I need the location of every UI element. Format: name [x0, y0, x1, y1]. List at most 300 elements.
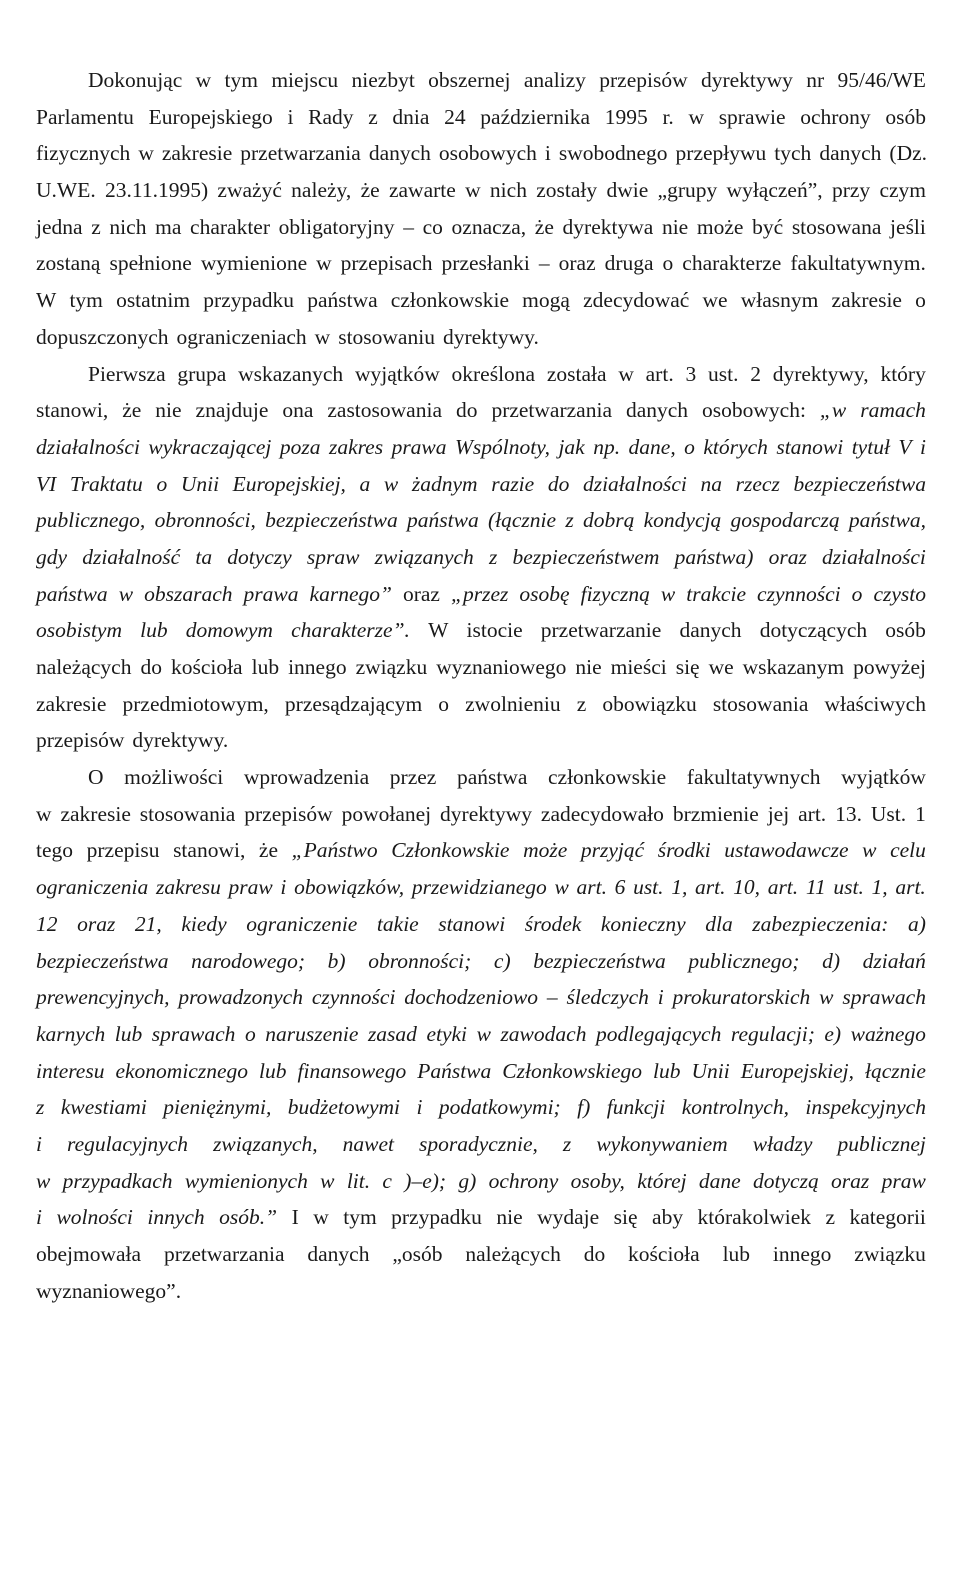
word: oraz	[77, 911, 116, 936]
text-line	[36, 1273, 926, 1310]
word: dla	[705, 911, 733, 936]
word: Parlamentu	[36, 104, 134, 129]
word: lit.	[346, 1168, 371, 1193]
paragraph	[36, 62, 926, 356]
word: finansowego	[297, 1058, 407, 1083]
word: dyrektywy	[440, 801, 532, 826]
word: innego	[772, 1242, 832, 1266]
word: interesu	[36, 1058, 105, 1083]
word: karnego”	[309, 581, 392, 606]
word: ważnego	[850, 1021, 926, 1046]
word: zwolnieniu	[465, 691, 561, 716]
word: kategorii	[849, 1205, 926, 1230]
word: możliwości	[124, 765, 224, 790]
word: danych	[368, 141, 431, 166]
word: –	[546, 985, 558, 1010]
word: wyjątków	[841, 765, 926, 790]
word: w	[118, 581, 134, 606]
word: przyjąć	[580, 838, 645, 863]
text-line	[36, 943, 926, 980]
word: dotyczących	[759, 618, 868, 643]
text-line	[36, 612, 926, 649]
word: art.	[695, 875, 726, 900]
word: w	[476, 1021, 491, 1046]
word: związanych,	[213, 1131, 318, 1156]
word: fakultatywnym.	[790, 251, 926, 276]
word: 24	[444, 104, 466, 129]
text-line	[36, 1053, 926, 1090]
word: Członkowskiego	[502, 1058, 643, 1083]
word: 11	[805, 875, 826, 900]
word: fizycznych	[36, 141, 131, 166]
word: kwestiami	[60, 1095, 147, 1120]
word: działalności	[582, 471, 687, 496]
text-line	[36, 1199, 926, 1236]
word: może	[696, 214, 744, 239]
word: dyrektywy.	[442, 324, 539, 349]
word: o	[156, 471, 168, 496]
word: z	[91, 214, 101, 239]
word: w	[618, 361, 634, 386]
word: dotyczą	[753, 1168, 819, 1193]
word: grupa	[177, 361, 227, 386]
word: domowym	[185, 618, 273, 643]
word: dochodzeniowo	[404, 985, 539, 1010]
word: przepisów	[36, 728, 125, 753]
word: nie	[575, 655, 602, 679]
word: państwa	[456, 765, 528, 790]
word: tych	[774, 141, 812, 166]
text-line	[36, 649, 926, 686]
word: zawodach	[500, 1021, 587, 1046]
word: „Państwo	[291, 838, 378, 863]
word: w	[314, 324, 331, 349]
word: wskazanym	[742, 655, 845, 679]
word: i	[36, 1131, 42, 1156]
text-line	[36, 356, 926, 393]
word: 21,	[134, 911, 162, 936]
word: dyrektywa	[562, 214, 654, 239]
word: niezbyt	[351, 68, 415, 92]
word: V	[898, 434, 912, 459]
word: powołanej	[341, 801, 432, 826]
word: bezpieczeństwa	[533, 948, 666, 973]
word: zadecydowało	[540, 801, 664, 826]
word: ta	[195, 544, 213, 569]
word: razie	[491, 471, 535, 496]
word: zawarte	[388, 178, 456, 203]
word: I	[291, 1205, 299, 1230]
word: związku	[355, 655, 428, 679]
word: art.	[645, 361, 674, 386]
word: dane	[698, 1168, 741, 1193]
word: spraw	[306, 544, 360, 569]
word: dobrą	[582, 508, 635, 533]
word: w	[36, 1168, 51, 1193]
word: obronności,	[154, 508, 256, 533]
word: przypadku	[203, 288, 295, 313]
word: naruszenie	[265, 1021, 359, 1046]
word: W	[428, 618, 449, 643]
word: przepisów	[599, 68, 688, 92]
word: się	[613, 1205, 638, 1230]
word: w	[195, 68, 212, 92]
word: analizy	[523, 68, 586, 92]
word: działań	[862, 948, 926, 973]
word: jeśli	[890, 214, 926, 239]
word: prawa	[243, 581, 299, 606]
word: do	[455, 398, 478, 423]
word: tego	[36, 838, 74, 863]
word: wykonywaniem	[596, 1131, 728, 1156]
word: i	[920, 434, 926, 459]
word: którakolwiek	[697, 1205, 811, 1230]
word: że	[122, 398, 142, 423]
word: władzy	[752, 1131, 813, 1156]
word: 2	[750, 361, 761, 386]
text-line	[36, 319, 926, 356]
word: nr	[806, 68, 825, 92]
word: lub	[251, 655, 280, 679]
word: karnych	[36, 1021, 106, 1046]
word: budżetowymi	[287, 1095, 401, 1120]
word: zakresie	[36, 691, 107, 716]
word: ochrony	[800, 104, 871, 129]
word: sprawach	[842, 985, 926, 1010]
word: Europejskiej,	[232, 471, 346, 496]
word: w	[554, 875, 569, 900]
word: aby	[652, 1205, 684, 1230]
word: być	[752, 214, 784, 239]
word: zastosowania	[327, 398, 442, 423]
word: działalność	[82, 544, 181, 569]
word: 6	[614, 875, 626, 900]
word: rzecz	[735, 471, 780, 496]
text-line	[36, 502, 926, 539]
word: w	[138, 141, 154, 166]
word: działalności	[36, 434, 140, 459]
word: i	[280, 875, 287, 900]
word: bezpieczeństwa	[793, 471, 926, 496]
word: ograniczenie	[246, 911, 358, 936]
word: dane,	[628, 434, 676, 459]
word: c)	[493, 948, 511, 973]
word: 1995	[604, 104, 648, 129]
word: tytuł	[851, 434, 890, 459]
word: miejscu	[271, 68, 339, 92]
word: i	[544, 141, 551, 166]
word: o	[438, 691, 450, 716]
word: fakultatywnych	[686, 765, 821, 790]
word: ramach	[860, 398, 926, 423]
text-line	[36, 245, 926, 282]
word: ona	[282, 398, 314, 423]
word: danych	[307, 1242, 370, 1266]
word: konieczny	[600, 911, 686, 936]
text-line	[36, 722, 926, 759]
word: stosowania	[139, 801, 236, 826]
word: w	[862, 838, 877, 863]
text-line	[36, 172, 926, 209]
text-line	[36, 1163, 926, 1200]
word: przypadku	[391, 1205, 482, 1230]
document-page	[36, 62, 926, 1309]
word: art.	[895, 875, 926, 900]
word: wskazanych	[238, 361, 344, 386]
word: inspekcyjnych	[805, 1095, 926, 1120]
word: właściwych	[824, 691, 926, 716]
word: charakterze	[682, 251, 782, 276]
word: art.	[767, 875, 799, 900]
word: przewidzianego	[411, 875, 547, 900]
word: publicznej	[837, 1131, 926, 1156]
text-line	[36, 466, 926, 503]
word: f)	[577, 1095, 591, 1120]
text-line	[36, 429, 926, 466]
word: a)	[908, 911, 926, 936]
word: nawet	[342, 1131, 394, 1156]
word: śledczych	[566, 985, 649, 1010]
word: stanowi	[776, 434, 844, 459]
word: art.	[798, 801, 827, 826]
word: których	[703, 434, 768, 459]
word: na	[700, 471, 722, 496]
word: brzmienie	[672, 801, 759, 826]
word: z	[562, 1131, 572, 1156]
word: Traktatu	[69, 471, 143, 496]
text-line	[36, 906, 926, 943]
word: podlegających	[595, 1021, 722, 1046]
word: art.	[576, 875, 607, 900]
word: g)	[458, 1168, 477, 1193]
word: członkowskie	[547, 765, 667, 790]
word: o	[684, 434, 695, 459]
word: przepisów	[244, 801, 333, 826]
word: stosowaniu	[338, 324, 435, 349]
word: tym	[224, 68, 258, 92]
word: w	[660, 581, 676, 606]
word: zostały	[536, 178, 598, 203]
word: została	[546, 361, 607, 386]
word: obszarach	[144, 581, 233, 606]
word: własnym	[740, 288, 819, 313]
word: czym	[879, 178, 926, 203]
word: innego	[288, 655, 347, 679]
word: oznacza,	[451, 214, 527, 239]
text-line	[36, 99, 926, 136]
word: do	[547, 471, 570, 496]
word: Państwa	[417, 1058, 492, 1083]
word: dotyczy	[227, 544, 292, 569]
word: danych	[625, 398, 689, 423]
word: się	[675, 655, 700, 679]
text-line	[36, 869, 926, 906]
word: 23.11.1995)	[105, 178, 209, 203]
word: kontrolnych,	[681, 1095, 789, 1120]
word: dyrektywy.	[132, 728, 229, 753]
text-line	[36, 1236, 926, 1273]
word: osób	[885, 104, 926, 129]
word: przypadkach	[62, 1168, 173, 1193]
word: środek	[524, 911, 582, 936]
word: bezpieczeństwa	[265, 508, 398, 533]
word: znajduje	[195, 398, 269, 423]
word: przetwarzania	[491, 398, 612, 423]
word: W	[36, 288, 57, 313]
text-line	[36, 686, 926, 723]
word: O	[88, 765, 104, 790]
word: państwa,	[848, 508, 926, 533]
word: osób.”	[219, 1205, 278, 1230]
word: funkcji	[606, 1095, 666, 1120]
word: Ust.	[870, 801, 907, 826]
word: członkowskie	[390, 288, 510, 313]
word: w	[688, 104, 705, 129]
word: osobowych:	[702, 398, 806, 423]
word: wykraczającej	[148, 434, 272, 459]
word: np.	[593, 434, 621, 459]
text-line	[36, 282, 926, 319]
word: zakresie	[161, 141, 233, 166]
word: środki	[657, 838, 711, 863]
word: podatkowymi;	[438, 1095, 561, 1120]
word: i	[287, 104, 294, 129]
word: ust.	[707, 361, 739, 386]
word: państwa)	[674, 544, 754, 569]
word: czynności	[757, 581, 841, 606]
word: obszernej	[428, 68, 511, 92]
word: poza	[279, 434, 321, 459]
word: prowadzonych	[178, 985, 303, 1010]
word: danych	[679, 618, 742, 643]
text-line	[36, 539, 926, 576]
word: do	[583, 1242, 606, 1266]
word: trakcie	[686, 581, 746, 606]
word: wyjątków	[354, 361, 440, 386]
word: o	[662, 251, 674, 276]
word: ograniczeniach	[176, 324, 307, 349]
word: nie	[661, 214, 689, 239]
word: osobistym	[36, 618, 122, 643]
word: czysto	[873, 581, 926, 606]
word: innych	[147, 1205, 205, 1230]
text-line	[36, 62, 926, 99]
word: przepisach	[340, 251, 433, 276]
word: przepisu	[86, 838, 160, 863]
word: z	[368, 104, 378, 129]
word: 10,	[733, 875, 761, 900]
word: publicznego,	[36, 508, 146, 533]
word: o	[244, 1021, 256, 1046]
text-line	[36, 796, 926, 833]
word: ochrony	[488, 1168, 559, 1193]
word: mieści	[610, 655, 667, 679]
word: kościoła	[628, 1242, 700, 1266]
word: tym	[69, 288, 103, 313]
word: „grupy	[657, 178, 718, 203]
paragraph	[36, 759, 926, 1309]
word: tym	[343, 1205, 377, 1230]
word: Unii	[180, 471, 220, 496]
word: narodowego;	[191, 948, 306, 973]
word: charakterze”.	[291, 618, 410, 643]
word: kościoła	[170, 655, 243, 679]
word: w	[320, 1168, 335, 1193]
word: zważyć	[217, 178, 282, 203]
word: jak	[558, 434, 585, 459]
word: której	[637, 1168, 687, 1193]
word: ust.	[633, 875, 664, 900]
word: z	[488, 544, 498, 569]
word: charakter	[190, 214, 271, 239]
word: lub	[114, 1021, 143, 1046]
text-line	[36, 1016, 926, 1053]
word: określona	[451, 361, 536, 386]
word: wprowadzenia	[243, 765, 370, 790]
word: nie	[496, 1205, 523, 1230]
word: przesądzającym	[284, 691, 423, 716]
word: Dokonując	[88, 68, 183, 92]
word: spełnione	[109, 251, 192, 276]
word: prokuratorskich	[672, 985, 811, 1010]
text-line	[36, 209, 926, 246]
word: należy,	[291, 178, 352, 203]
word: istocie	[466, 618, 523, 643]
word: dnia	[392, 104, 430, 129]
text-line	[36, 392, 926, 429]
word: oraz	[831, 1168, 870, 1193]
word: oraz	[402, 581, 440, 606]
word: lub	[140, 618, 168, 643]
word: stosowana	[791, 214, 882, 239]
word: mogą	[522, 288, 570, 313]
word: kondycją	[643, 508, 722, 533]
word: z	[36, 1095, 45, 1120]
word: przepływu	[675, 141, 767, 166]
word: przesłanki	[441, 251, 530, 276]
word: o	[851, 581, 863, 606]
word: i	[416, 1095, 423, 1120]
word: wymienionych	[184, 1168, 308, 1193]
word: sporadycznie,	[419, 1131, 538, 1156]
word: zakresu	[155, 875, 221, 900]
word: (łącznie	[487, 508, 557, 533]
word: sprawach	[151, 1021, 236, 1046]
word: ustawodawcze	[724, 838, 849, 863]
word: Członkowskie	[391, 838, 510, 863]
word: w	[465, 178, 481, 203]
word: e)	[824, 1021, 842, 1046]
word: i	[36, 1205, 42, 1230]
word: dyrektywy,	[772, 361, 869, 386]
word: „przez	[451, 581, 509, 606]
word: (Dz.	[889, 141, 928, 166]
word: ma	[155, 214, 182, 239]
word: zakres	[328, 434, 384, 459]
word: prawa	[391, 434, 447, 459]
text-line	[36, 1089, 926, 1126]
word: przez	[389, 765, 437, 790]
word: łącznie	[865, 1058, 926, 1083]
word: w	[819, 985, 834, 1010]
word: o	[915, 288, 926, 313]
word: ostatnim	[116, 288, 191, 313]
word: stanowi,	[173, 838, 246, 863]
word: „w	[819, 398, 847, 423]
word: ograniczenia	[36, 875, 149, 900]
text-line	[36, 576, 926, 613]
word: r.	[662, 104, 674, 129]
